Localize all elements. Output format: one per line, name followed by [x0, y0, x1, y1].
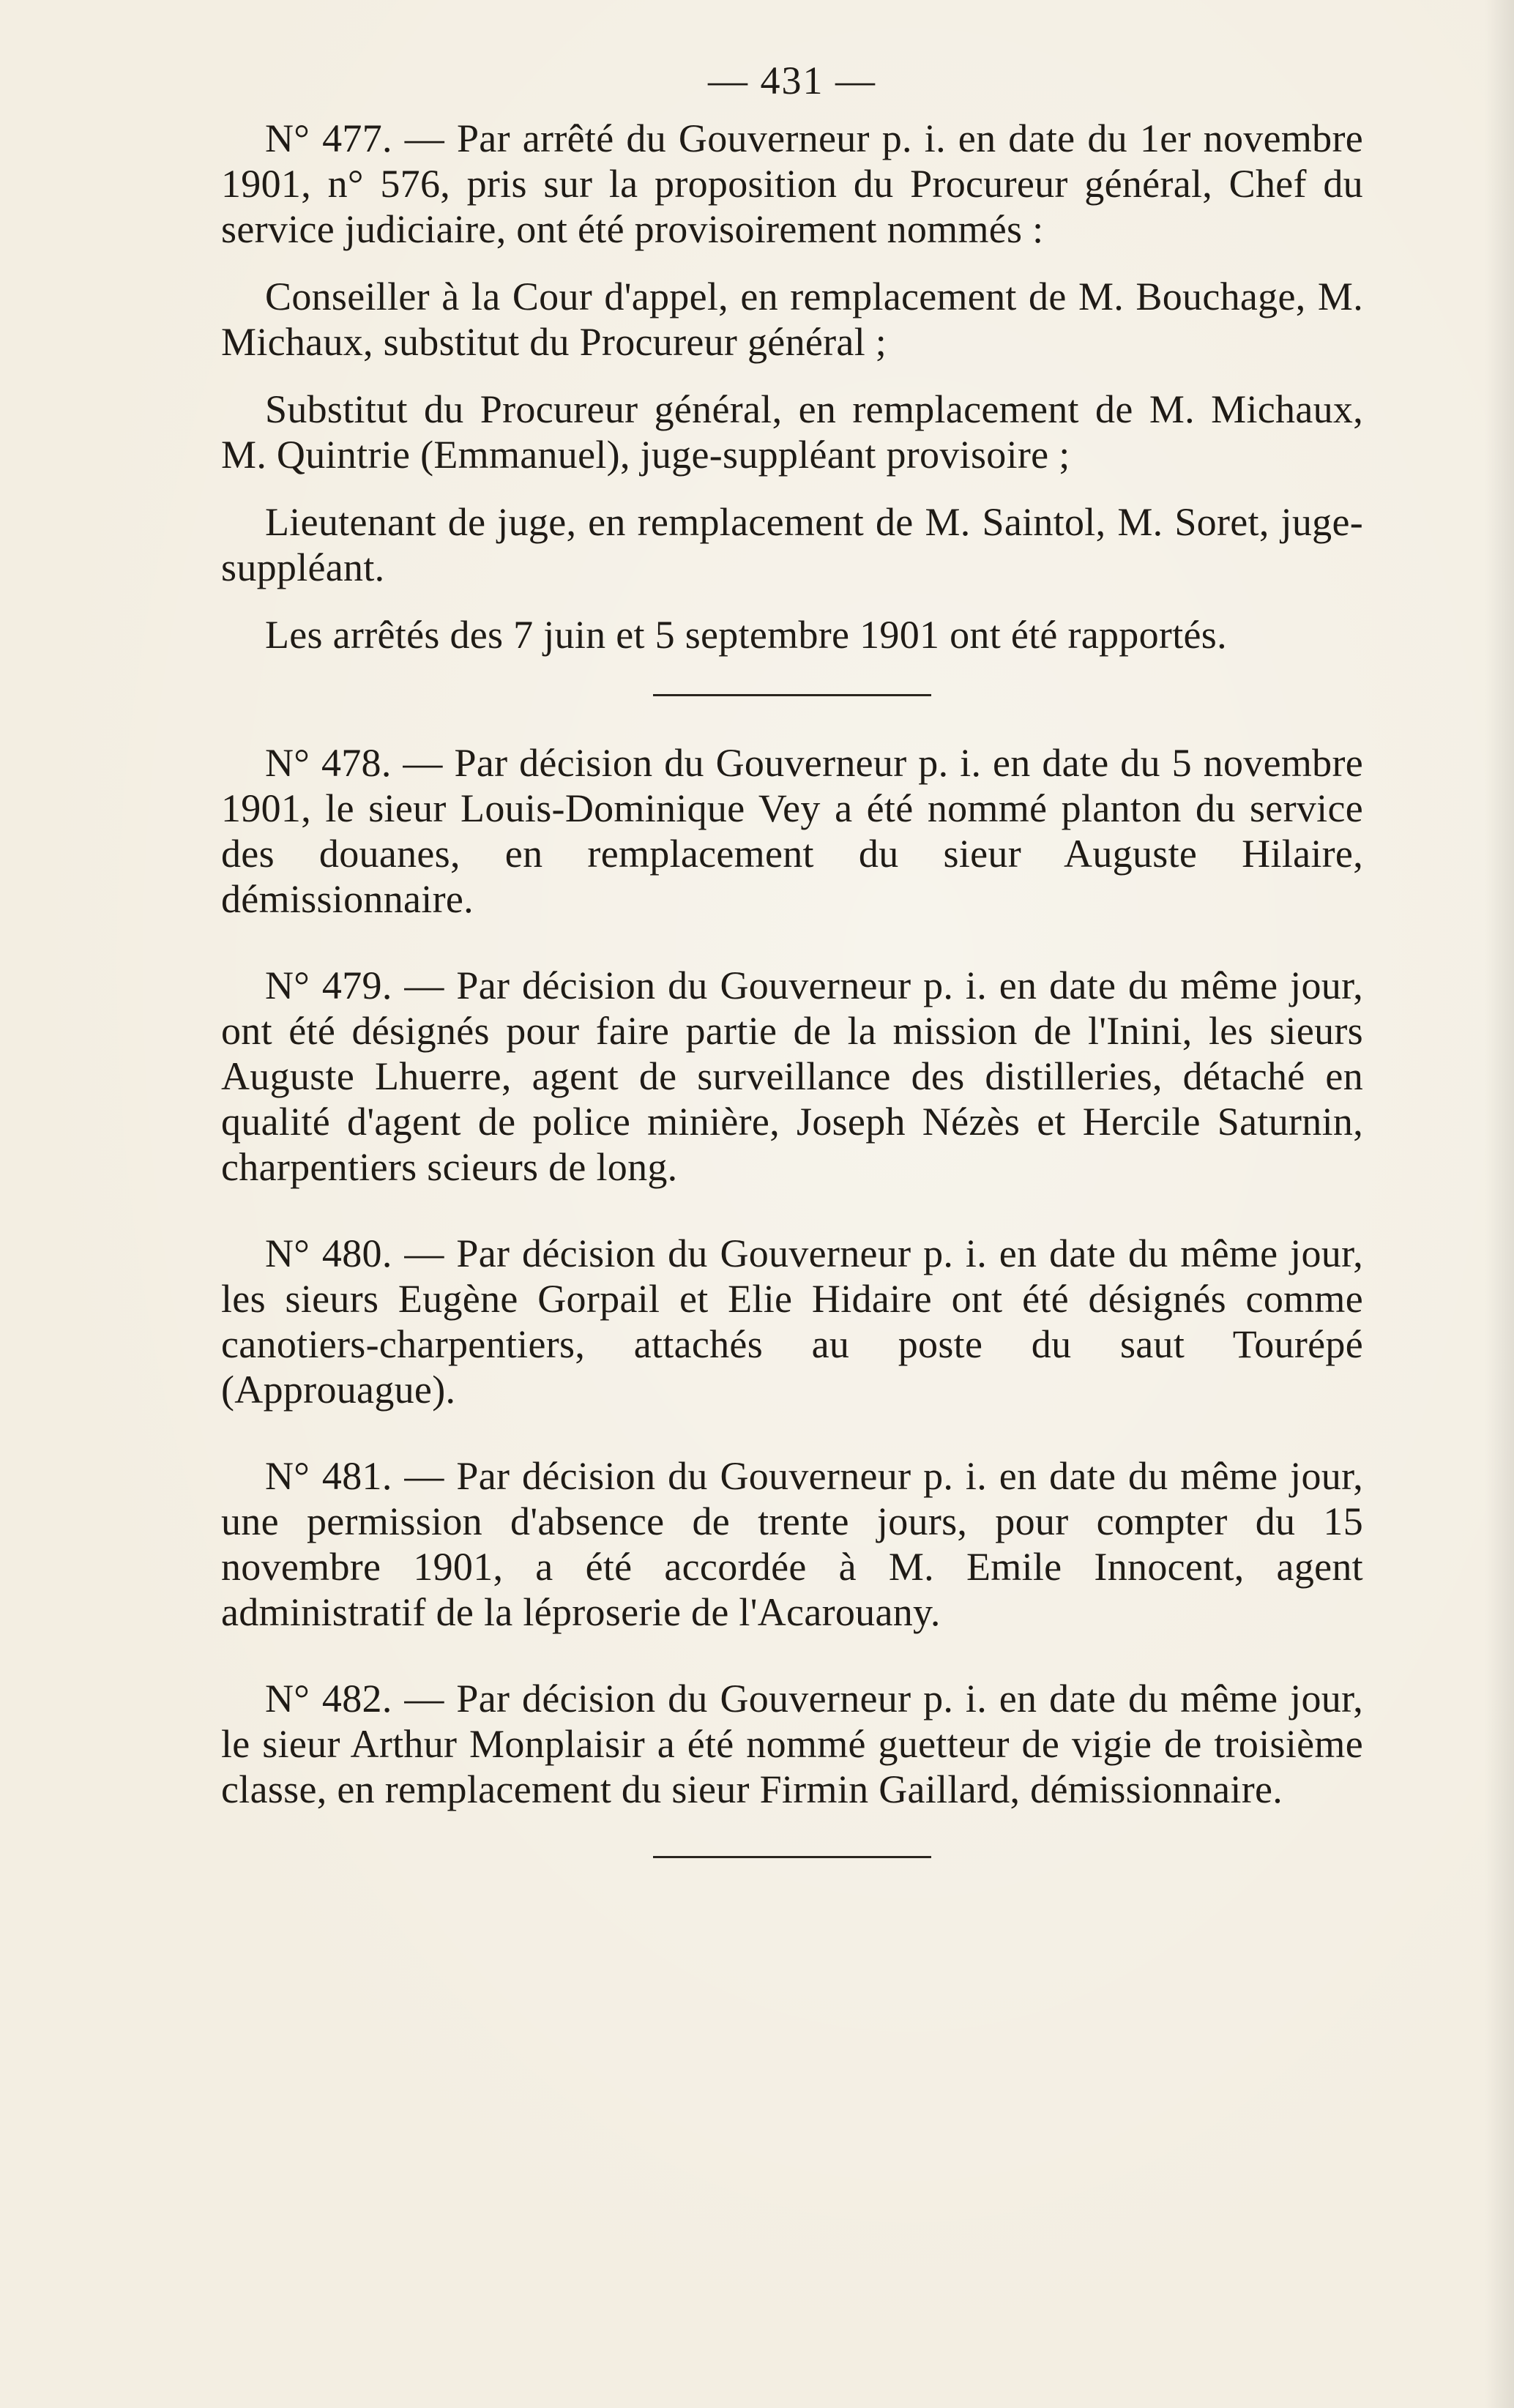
paragraph-481: N° 481. — Par décision du Gouverneur p. i. en date du même jour, une permission d'absence de trente jours, pour compter du 15 novembre 1901, a été accordée à M. Emile Innocent, agent administratif de la léproserie de l'Acarouany.: [221, 1454, 1363, 1634]
paragraph-479: N° 479. — Par décision du Gouverneur p. i. en date du même jour, ont été désignés pour faire partie de la mission de l'Inini, les sieurs Auguste Lhuerre, agent de surveillance des distilleries, détaché en qualité d'agent de police minière, Joseph Nézès et Hercile Saturnin, charpentiers scieurs de long.: [221, 963, 1363, 1189]
paragraph-478: N° 478. — Par décision du Gouverneur p. i. en date du 5 novembre 1901, le sieur Louis-Dominique Vey a été nommé planton du service des douanes, en remplacement du sieur Auguste Hilaire, démissionnaire.: [221, 741, 1363, 921]
end-divider: [653, 1856, 931, 1858]
paragraph-gap: [221, 1212, 1363, 1231]
page-number: — 431 —: [708, 59, 876, 102]
paragraph-482: N° 482. — Par décision du Gouverneur p. i. en date du même jour, le sieur Arthur Monplaisir a été nommé guetteur de vigie de troisième classe, en remplacement du sieur Firmin Gaillard, démissionnaire.: [221, 1677, 1363, 1811]
paragraph-gap: [221, 1657, 1363, 1676]
paragraph-480: N° 480. — Par décision du Gouverneur p. i. en date du même jour, les sieurs Eugène Gorpail et Elie Hidaire ont été désignés comme canotiers-charpentiers, attachés au poste du saut Tourépé (Approuague).: [221, 1231, 1363, 1412]
paragraph-gap: [221, 944, 1363, 963]
paragraph-gap: [221, 1434, 1363, 1453]
paragraph-477-conseiller: Conseiller à la Cour d'appel, en remplacement de M. Bouchage, M. Michaux, substitut du Procureur général ;: [221, 275, 1363, 364]
entry-477: [221, 116, 1363, 657]
paragraph-477-intro: N° 477. — Par arrêté du Gouverneur p. i. en date du 1er novembre 1901, n° 576, pris sur la proposition du Procureur général, Chef du service judiciaire, ont été provisoirement nommés :: [221, 116, 1363, 251]
page-content: [221, 51, 1363, 1902]
paragraph-477-substitut: Substitut du Procureur général, en remplacement de M. Michaux, M. Quintrie (Emmanuel), juge-suppléant provisoire ;: [221, 387, 1363, 477]
entries-478-482: [221, 740, 1363, 1812]
page-edge-shadow: [1485, 0, 1514, 2408]
paragraph-477-arretes: Les arrêtés des 7 juin et 5 septembre 1901 ont été rapportés.: [265, 613, 1227, 657]
paragraph-477-lieutenant: Lieutenant de juge, en remplacement de M. Saintol, M. Soret, juge-suppléant.: [221, 500, 1363, 589]
section-divider: [653, 694, 931, 696]
